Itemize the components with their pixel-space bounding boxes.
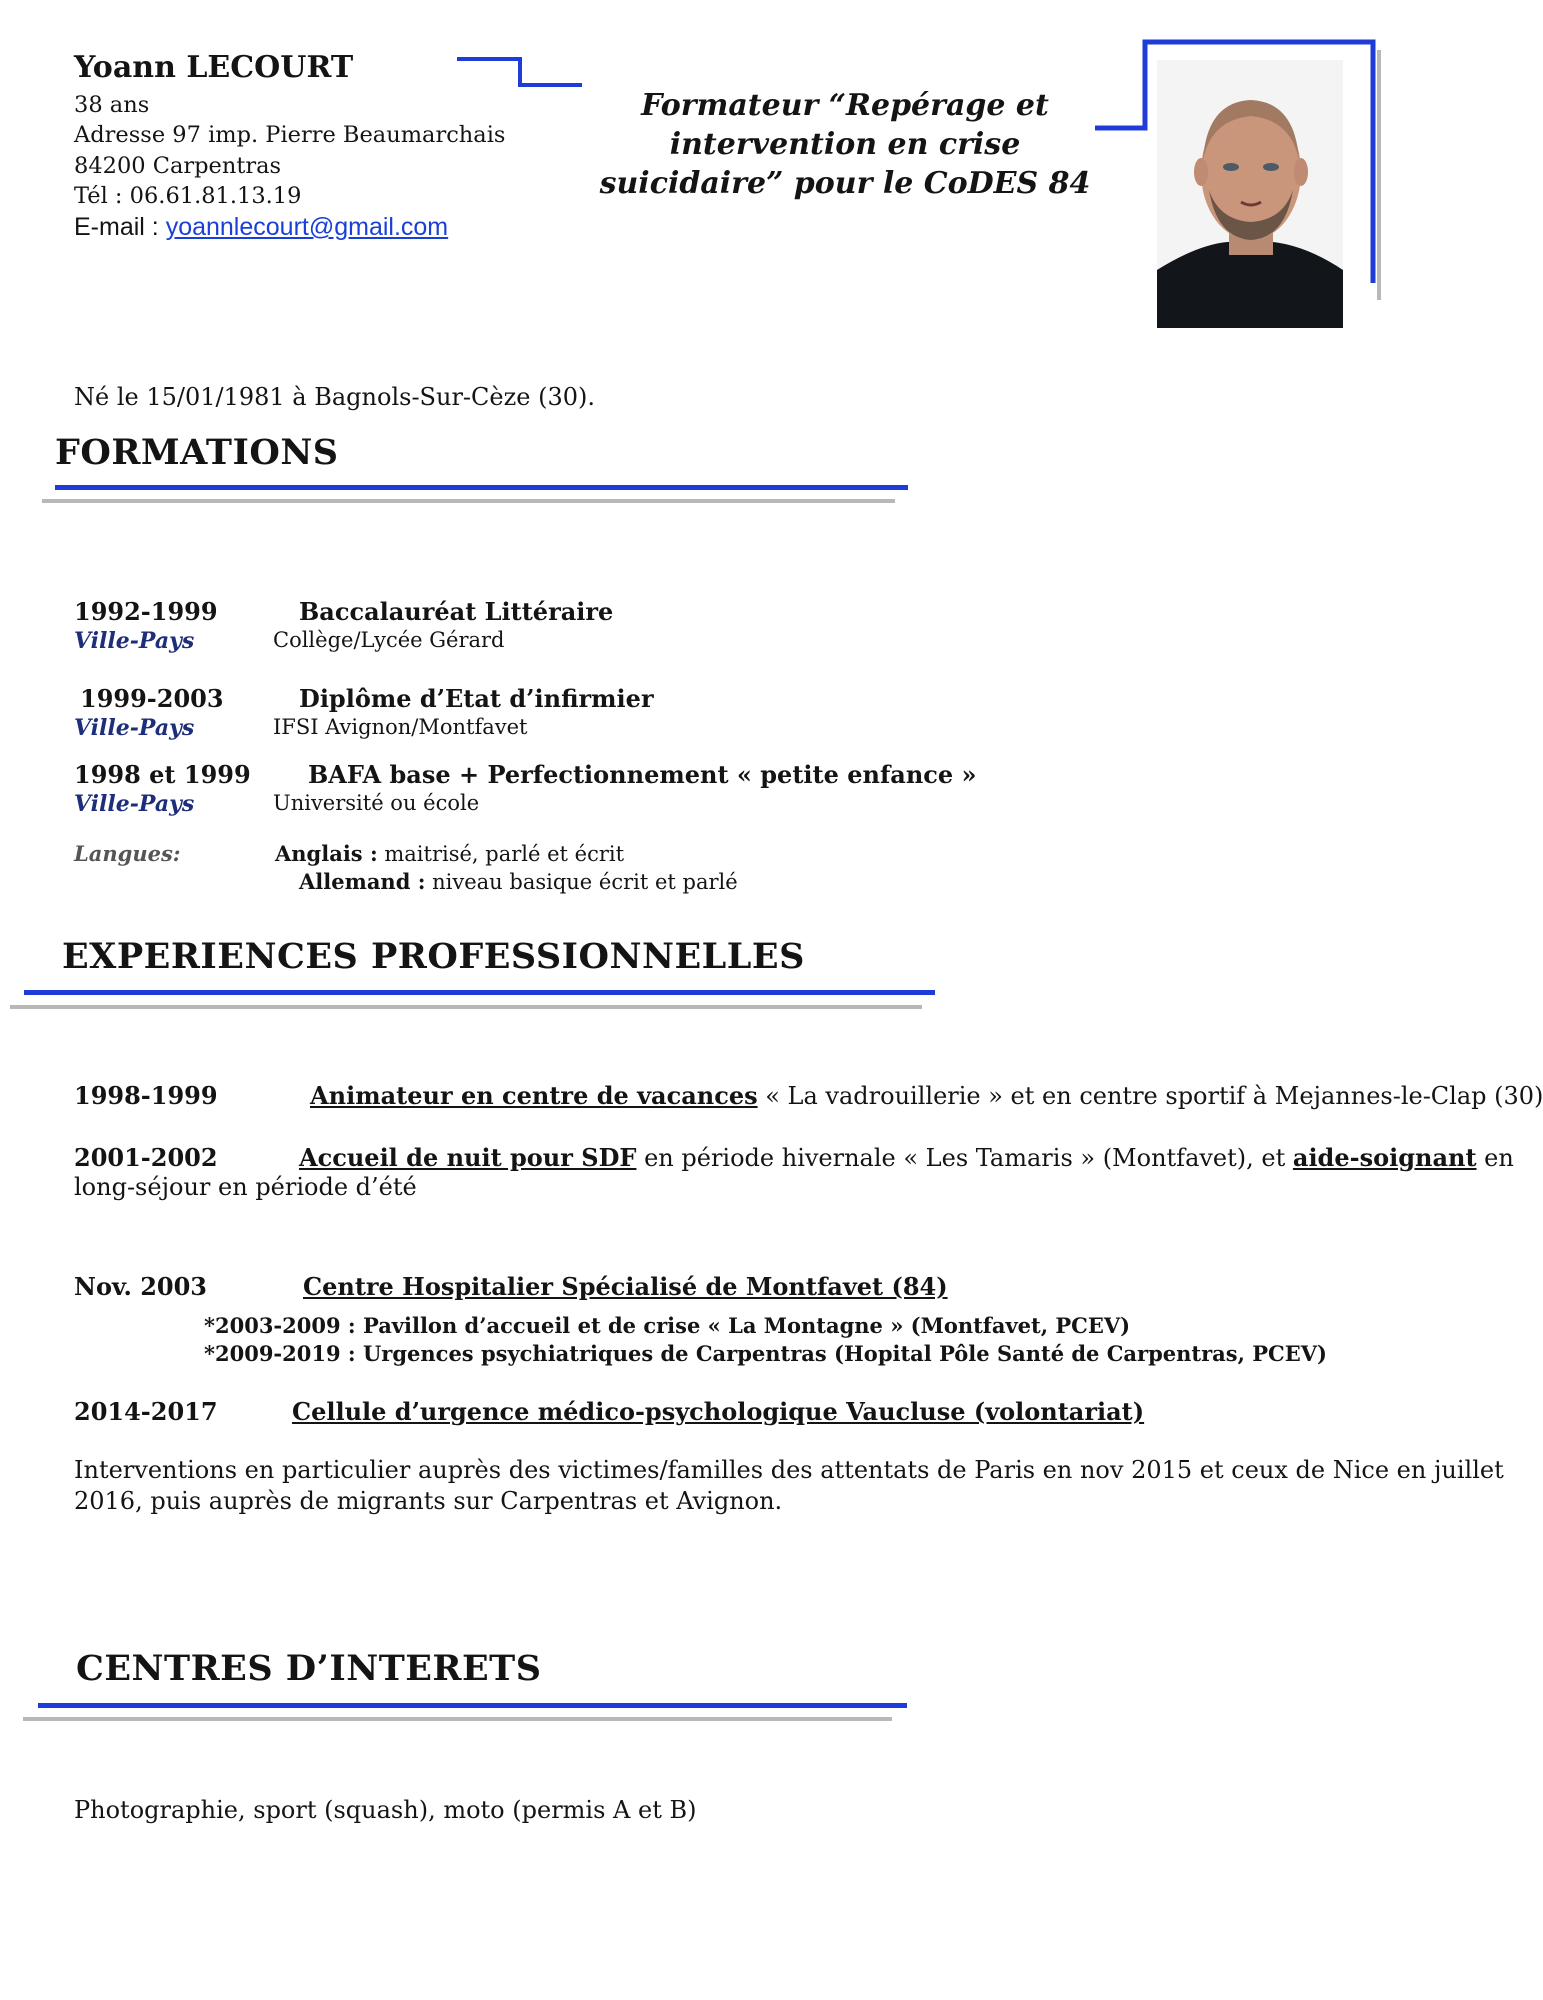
experience-entry bbox=[299, 1143, 1514, 1172]
email-label: E-mail : bbox=[74, 213, 166, 241]
formation-school: Université ou école bbox=[273, 791, 480, 815]
language-name: Allemand : bbox=[299, 869, 426, 894]
experience-years: 2014-2017 bbox=[74, 1397, 218, 1426]
profile-photo bbox=[1157, 60, 1343, 328]
formation-school: IFSI Avignon/Montfavet bbox=[273, 715, 528, 739]
candidate-name: Yoann LECOURT bbox=[74, 50, 354, 85]
experience-years: Nov. 2003 bbox=[74, 1272, 207, 1301]
experience-detail: « La vadrouillerie » et en centre sportif à Mejannes-le-Clap (30) bbox=[757, 1082, 1543, 1110]
paragraph-line: Interventions en particulier auprès des victimes/familles des attentats de Paris en nov 2015 et ceux de Nice en juillet bbox=[74, 1456, 1504, 1484]
formation-school: Collège/Lycée Gérard bbox=[273, 628, 505, 652]
formation-years: 1992-1999 bbox=[74, 597, 218, 626]
formation-place: Ville-Pays bbox=[74, 715, 195, 741]
decorative-bracket-left bbox=[455, 55, 585, 90]
formation-place: Ville-Pays bbox=[74, 791, 195, 817]
city: 84200 Carpentras bbox=[74, 153, 282, 179]
language-german bbox=[299, 869, 738, 894]
email-link[interactable]: yoannlecourt@gmail.com bbox=[165, 213, 449, 241]
languages-label: Langues: bbox=[74, 841, 181, 866]
experience-entry bbox=[303, 1272, 948, 1301]
section-rule-blue bbox=[24, 990, 935, 995]
experience-role: Animateur en centre de vacances bbox=[310, 1081, 758, 1110]
section-rule-gray bbox=[23, 1717, 892, 1721]
experience-detail-end: en bbox=[1476, 1144, 1514, 1172]
section-rule-blue bbox=[38, 1703, 907, 1708]
experience-role: Centre Hospitalier Spécialisé de Montfavet (84) bbox=[303, 1272, 948, 1301]
formation-years: 1999-2003 bbox=[80, 684, 224, 713]
language-name: Anglais : bbox=[275, 841, 378, 866]
section-rule-blue bbox=[55, 485, 908, 490]
experience-entry bbox=[292, 1397, 1144, 1426]
experience-years: 1998-1999 bbox=[74, 1081, 218, 1110]
experience-paragraph bbox=[74, 1455, 1504, 1517]
experience-detail: en période hivernale « Les Tamaris » (Montfavet), et bbox=[636, 1144, 1293, 1172]
section-title-formations: FORMATIONS bbox=[55, 432, 339, 473]
section-title-interests: CENTRES D’INTERETS bbox=[76, 1648, 542, 1689]
formation-degree: Diplôme d’Etat d’infirmier bbox=[299, 684, 654, 713]
paragraph-line: 2016, puis auprès de migrants sur Carpentras et Avignon. bbox=[74, 1487, 783, 1515]
experience-entry bbox=[310, 1081, 1543, 1110]
experience-role-secondary: aide-soignant bbox=[1292, 1143, 1477, 1172]
formation-place: Ville-Pays bbox=[74, 628, 195, 654]
job-headline: Formateur “Repérage et intervention en crise suicidaire” pour le CoDES 84 bbox=[599, 88, 1091, 201]
section-rule-gray bbox=[42, 499, 895, 503]
experience-role: Cellule d’urgence médico-psychologique Vaucluse (volontariat) bbox=[292, 1397, 1145, 1426]
experience-subitem: *2003-2009 : Pavillon d’accueil et de crise « La Montagne » (Montfavet, PCEV) bbox=[204, 1313, 1131, 1338]
experience-years: 2001-2002 bbox=[74, 1143, 218, 1172]
experience-continuation: long-séjour en période d’été bbox=[74, 1173, 417, 1201]
age: 38 ans bbox=[74, 92, 150, 118]
formation-years: 1998 et 1999 bbox=[74, 760, 251, 789]
phone: Tél : 06.61.81.13.19 bbox=[74, 183, 302, 209]
birth-info: Né le 15/01/1981 à Bagnols-Sur-Cèze (30). bbox=[74, 383, 595, 411]
experience-subitem: *2009-2019 : Urgences psychiatriques de Carpentras (Hopital Pôle Santé de Carpentras, PCEV) bbox=[204, 1341, 1327, 1366]
interests-text: Photographie, sport (squash), moto (permis A et B) bbox=[74, 1796, 697, 1824]
email-line bbox=[74, 212, 448, 242]
section-rule-gray bbox=[10, 1005, 922, 1009]
section-title-experiences: EXPERIENCES PROFESSIONNELLES bbox=[62, 936, 805, 977]
formation-degree: BAFA base + Perfectionnement « petite enfance » bbox=[308, 760, 977, 789]
formation-degree: Baccalauréat Littéraire bbox=[299, 597, 614, 626]
language-english bbox=[275, 841, 624, 866]
language-level: maitrisé, parlé et écrit bbox=[377, 842, 625, 866]
experience-role: Accueil de nuit pour SDF bbox=[299, 1143, 637, 1172]
address: Adresse 97 imp. Pierre Beaumarchais bbox=[74, 122, 506, 148]
language-level: niveau basique écrit et parlé bbox=[425, 870, 738, 894]
